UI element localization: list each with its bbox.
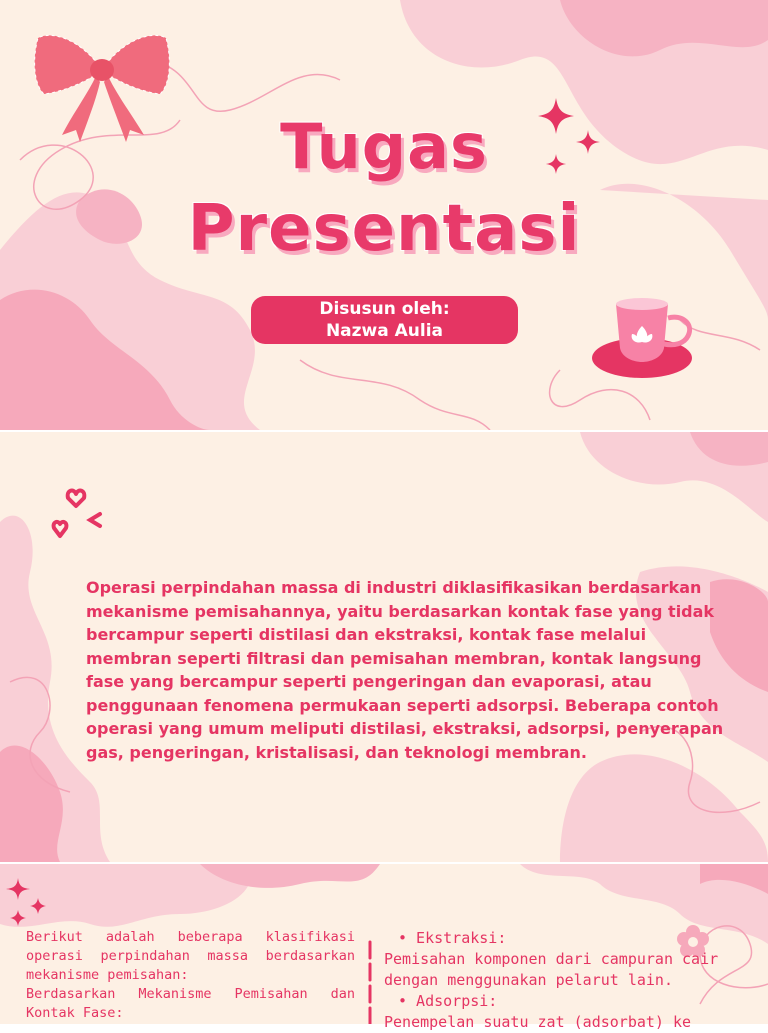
teacup-icon <box>590 296 698 384</box>
bullet-adsorpsi-title: • Adsorpsi: <box>398 992 498 1010</box>
author-name: Nazwa Aulia <box>325 321 444 341</box>
right-column <box>384 928 744 1033</box>
title-slide <box>0 0 768 430</box>
bullet-ekstraksi-text: Pemisahan komponen dari campuran cair dengan menggunakan pelarut lain. <box>384 950 719 989</box>
heart-doodle-icon <box>48 486 108 548</box>
author-label: Disusun oleh: <box>319 299 450 319</box>
body-paragraph: Operasi perpindahan massa di industri diklasifikasikan berdasarkan mekanisme pemisahannya, yaitu berdasarkan kontak fase yang tidak bercampur seperti distilasi dan ekstraksi, kontak fase melalui membran seperti filtrasi dan pemisahan membran, kontak langsung fase yang bercampur seperti pengeringan dan evaporasi, atau penggunaan fenomena permukaan seperti adsorpsi. Beberapa contoh operasi yang umum meliputi distilasi, ekstraksi, adsorpsi, penyerapan gas, pengeringan, kristalisasi, dan teknologi membran. <box>86 578 724 762</box>
left-subhead: Berdasarkan Mekanisme Pemisahan dan Kontak Fase: <box>26 986 355 1021</box>
title-line-1: Tugas <box>280 110 488 183</box>
left-column <box>26 928 355 1023</box>
title-line-2: Presentasi <box>187 192 581 266</box>
bullet-adsorpsi-text: Penempelan suatu zat (adsorbat) ke <box>384 1013 692 1031</box>
sparkle-icon <box>6 876 48 926</box>
author-badge <box>251 296 518 344</box>
bullet-ekstraksi-title: • Ekstraksi: <box>398 929 507 947</box>
content-slide-1 <box>0 432 768 862</box>
left-intro: Berikut adalah beberapa klasifikasi operasi perpindahan massa berdasarkan mekanisme pemisahan: <box>26 929 355 983</box>
